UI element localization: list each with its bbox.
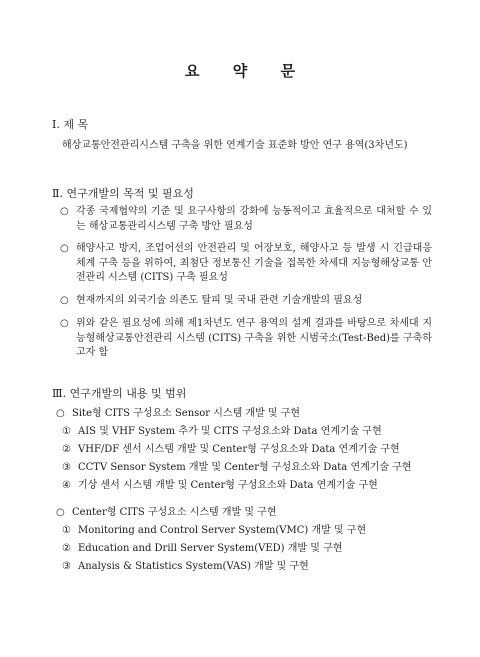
section2-bullet — [60, 294, 436, 310]
bullet-text: 각종 국제협약의 기준 및 요구사항의 강화에 능동적이고 효율적으로 대처할 수 있는 해상교통관리시스템 구축 방안 필요성 — [76, 206, 432, 232]
bullet-text: 해양사고 방지, 조업어선의 안전관리 및 어장보호, 해양사고 등 발생 시 긴급대응 체계 구축 등을 위하여, 최첨단 정보통신 기술을 접목한 차세대 지능형해상교통 안전관리 시스템 (CITS) 구축 필요성 — [76, 243, 432, 283]
bullet-circle-icon: ○ — [60, 206, 69, 217]
bullet-text: 위와 같은 필요성에 의해 제1차년도 연구 용역의 설계 결과를 바탕으로 차세대 지능형해상교통안전관리 시스템 (CITS) 구축을 위한 시범국소(Test-Bed)를 구축하고자 함 — [76, 318, 432, 358]
section2-bullet — [60, 317, 436, 361]
page-title: 요 약 문 — [185, 62, 309, 80]
list-item — [62, 560, 309, 574]
circled-number-icon: ③ — [62, 462, 71, 473]
section1-heading: Ⅰ. 제 목 — [52, 118, 89, 131]
list-item-text: CCTV Sensor System 개발 및 Center형 구성요소와 Data 연계기술 구현 — [78, 462, 412, 473]
list-item — [62, 461, 412, 475]
list-item — [62, 425, 382, 439]
list-item — [62, 443, 400, 457]
bullet-text: 현재까지의 외국기술 의존도 탈피 및 국내 관련 기술개발의 필요성 — [76, 295, 363, 306]
bullet-circle-icon: ○ — [60, 295, 69, 306]
list-item — [62, 479, 378, 493]
bullet-circle-icon: ○ — [56, 408, 65, 419]
section2-bullet — [60, 205, 436, 235]
bullet-circle-icon: ○ — [56, 507, 65, 518]
bullet-circle-icon: ○ — [60, 243, 69, 254]
bullet-circle-icon: ○ — [60, 318, 69, 329]
list-item-text: AIS 및 VHF System 추가 및 CITS 구성요소와 Data 연계기술 구현 — [78, 426, 382, 437]
list-item-text: Education and Drill Server System(VED) 개발 및 구현 — [78, 543, 343, 554]
circled-number-icon: ② — [62, 444, 71, 455]
list-item-text: Monitoring and Control Server System(VMC) 개발 및 구현 — [78, 525, 367, 536]
list-item-text: 기상 센서 시스템 개발 및 Center형 구성요소와 Data 연계기술 구현 — [78, 480, 378, 491]
section2-bullet — [60, 242, 436, 286]
circled-number-icon: ④ — [62, 480, 71, 491]
list-item — [62, 542, 342, 556]
list-item-text: Analysis & Statistics System(VAS) 개발 및 구현 — [78, 561, 309, 572]
section1-text: 해상교통안전관리시스템 구축을 위한 연계기술 표준화 방안 연구 용역(3차년도) — [62, 140, 408, 151]
section3-heading: Ⅲ. 연구개발의 내용 및 범위 — [52, 387, 187, 400]
section2-heading: Ⅱ. 연구개발의 목적 및 필요성 — [52, 187, 194, 200]
group-title — [56, 506, 277, 520]
circled-number-icon: ① — [62, 426, 71, 437]
circled-number-icon: ② — [62, 543, 71, 554]
list-item — [62, 524, 366, 538]
group-title-text: Site형 CITS 구성요소 Sensor 시스템 개발 및 구현 — [72, 408, 301, 419]
group-title — [56, 407, 300, 421]
group-title-text: Center형 CITS 구성요소 시스템 개발 및 구현 — [72, 507, 277, 518]
circled-number-icon: ③ — [62, 561, 71, 572]
list-item-text: VHF/DF 센서 시스템 개발 및 Center형 구성요소와 Data 연계기술 구현 — [78, 444, 400, 455]
circled-number-icon: ① — [62, 525, 71, 536]
